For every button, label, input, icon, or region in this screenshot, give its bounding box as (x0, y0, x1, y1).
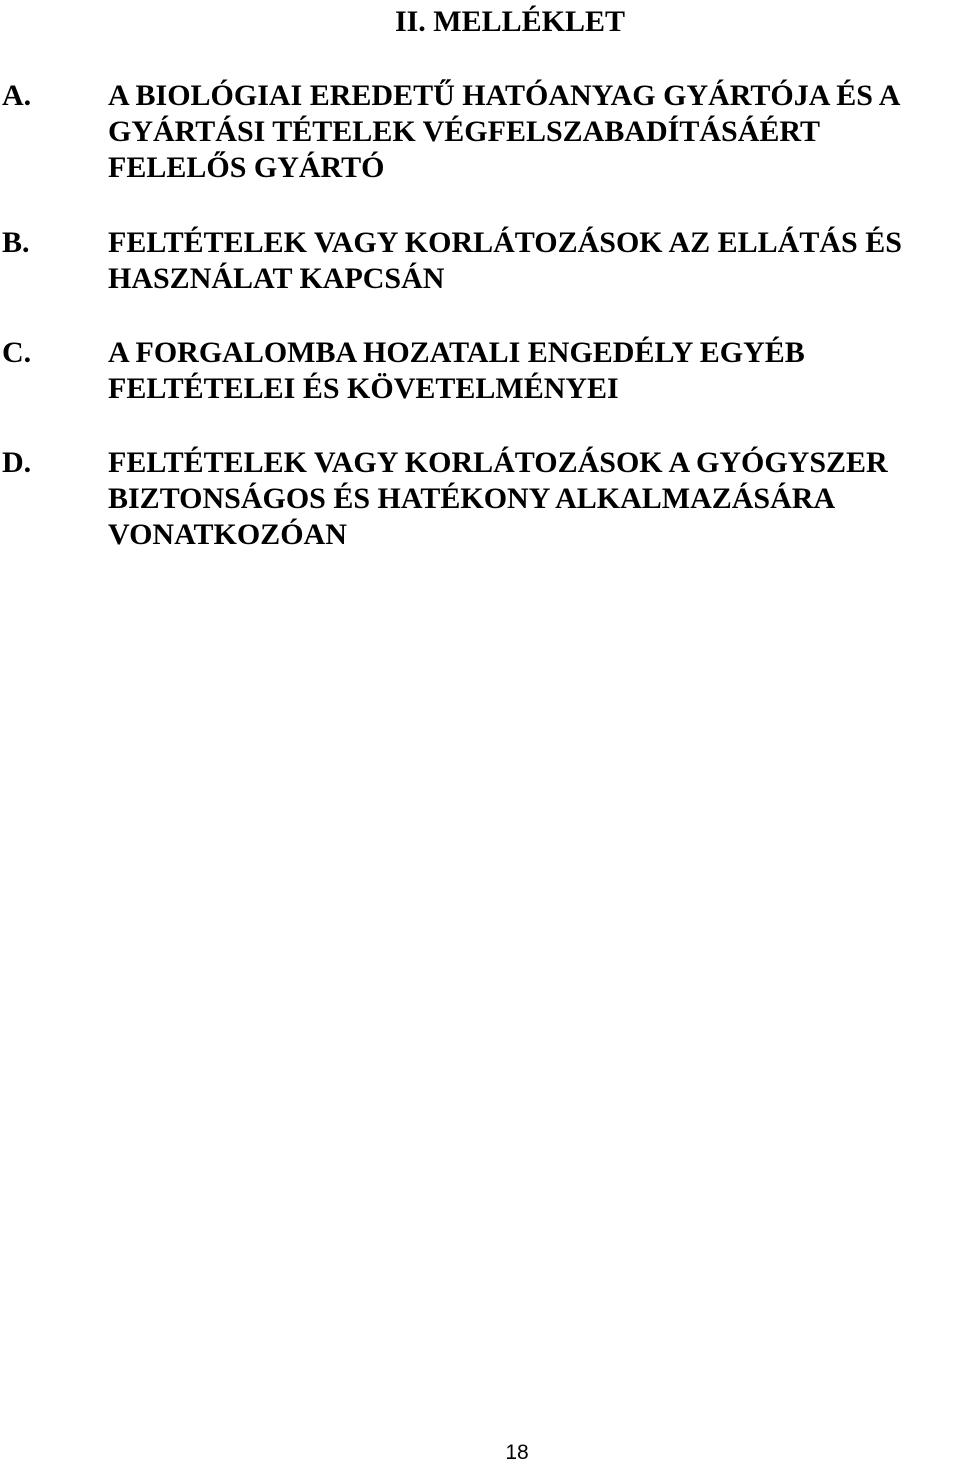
section-letter: D. (2, 446, 32, 479)
section-heading: A FORGALOMBA HOZATALI ENGEDÉLY EGYÉB FELTÉTELEI ÉS KÖVETELMÉNYEI (108, 336, 805, 405)
section-heading: FELTÉTELEK VAGY KORLÁTOZÁSOK AZ ELLÁTÁS ÉS HASZNÁLAT KAPCSÁN (108, 226, 902, 295)
section-letter: B. (2, 226, 30, 259)
page-number: 18 (505, 1441, 529, 1464)
section-letter: A. (2, 79, 32, 112)
section-heading: A BIOLÓGIAI EREDETŰ HATÓANYAG GYÁRTÓJA ÉS A GYÁRTÁSI TÉTELEK VÉGFELSZABADÍTÁSÁÉRT FELELŐS GYÁRTÓ (108, 79, 901, 184)
annex-title: II. MELLÉKLET (394, 5, 626, 38)
section-heading: FELTÉTELEK VAGY KORLÁTOZÁSOK A GYÓGYSZER BIZTONSÁGOS ÉS HATÉKONY ALKALMAZÁSÁRA VONATKOZÓAN (108, 446, 888, 551)
section-letter: C. (2, 336, 32, 369)
